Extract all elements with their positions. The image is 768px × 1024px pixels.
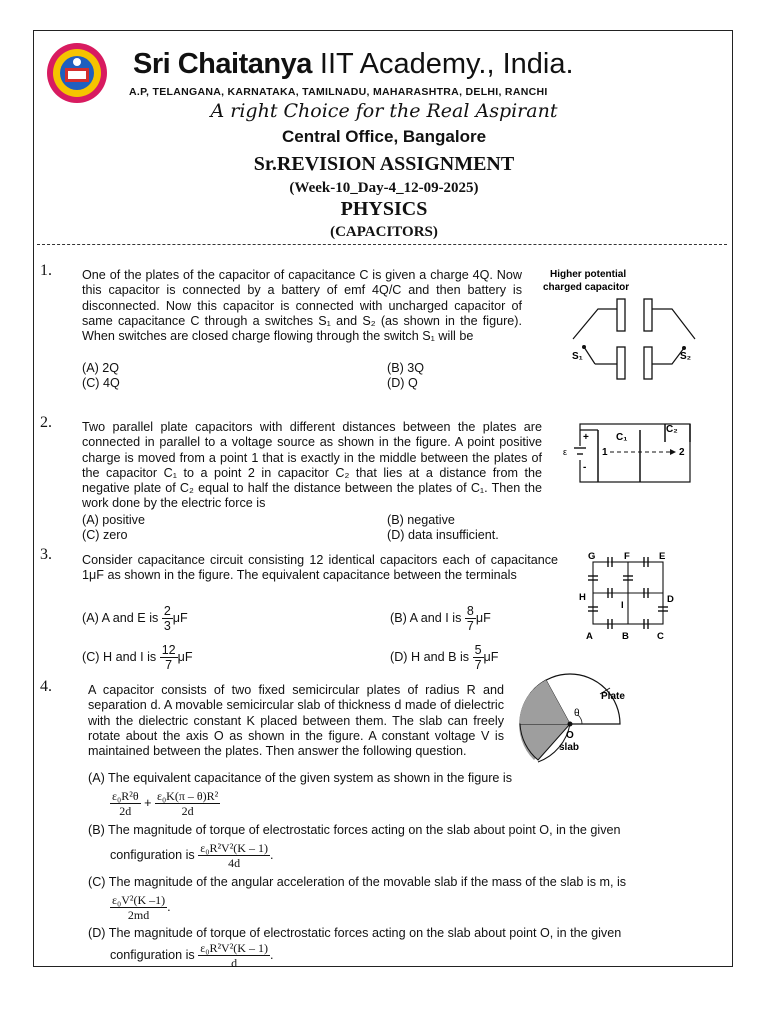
brand-rest: IIT Academy., India. xyxy=(311,48,574,80)
q4-option-d-expression xyxy=(110,941,273,970)
q3-option-a-prefix: (A) A and E is xyxy=(82,610,159,625)
q4-d-cont: configuration is xyxy=(110,947,195,962)
q3-a-unit: μF xyxy=(172,610,188,625)
question-2-number: 2. xyxy=(40,414,52,431)
q4-fig-o: O xyxy=(566,730,574,741)
q3-fig-label-e: E xyxy=(659,551,666,562)
q2-option-c: (C) zero xyxy=(82,528,128,542)
q4-fig-plate: Plate xyxy=(601,691,625,702)
q4-option-a: (A) The equivalent capacitance of the given system as shown in the figure is xyxy=(88,771,512,785)
q4-b-end: . xyxy=(269,847,274,862)
q3-fig-label-a: A xyxy=(586,631,593,642)
q3-fig-label-h: H xyxy=(579,592,586,603)
question-2-text: Two parallel plate capacitors with different distances between the plates are connected in parallel to a voltage source as shown in the figure. A point positive charge is moved from a point 1 that is exactly in the middle between the plates of the capacitor C₁ to a point 2 in capacitor C₂ that lies at a distance from the negative plate of C₂ equal to half the distance between the plates of C₁. Then the work done by the electric force is xyxy=(82,420,542,511)
topic-title: (CAPACITORS) xyxy=(330,224,438,240)
q4-d-den: d xyxy=(231,956,238,970)
q3-c-num: 12 xyxy=(161,643,176,657)
q4-d-fraction xyxy=(198,941,270,970)
q1-fig-s2: S₂ xyxy=(680,351,692,362)
q3-option-c-prefix: (C) H and I is xyxy=(82,649,157,664)
q4-a-f2-num: ε₀K(π – θ)R² xyxy=(156,789,219,803)
q3-fig-label-b: B xyxy=(622,631,629,642)
q3-fig-label-g: G xyxy=(588,551,596,562)
q1-option-c: (C) 4Q xyxy=(82,376,120,390)
q3-option-a xyxy=(82,604,188,633)
q4-a-fraction-1 xyxy=(110,789,141,818)
q1-option-b: (B) 3Q xyxy=(387,361,425,375)
q4-a-plus: + xyxy=(144,795,152,810)
q3-d-num: 5 xyxy=(474,643,482,657)
q3-fig-label-d: D xyxy=(667,594,674,605)
q4-b-cont: configuration is xyxy=(110,847,195,862)
q2-parallel-capacitors-figure xyxy=(560,418,710,488)
q4-c-den: 2md xyxy=(127,908,150,922)
q4-c-fraction xyxy=(110,893,167,922)
question-3-text: Consider capacitance circuit consisting 12 identical capacitors each of capacitance 1μF as shown in the figure. The equivalent capacitance between the terminals xyxy=(82,553,558,583)
q3-b-num: 8 xyxy=(466,604,474,618)
q3-d-den: 7 xyxy=(474,658,482,672)
q4-b-den: 4d xyxy=(228,856,241,870)
q4-c-num: ε₀V²(K –1) xyxy=(112,893,166,907)
q4-fig-theta: θ xyxy=(574,708,580,719)
q2-option-b: (B) negative xyxy=(387,513,455,527)
q4-b-num: ε₀R²V²(K – 1) xyxy=(200,841,268,855)
q1-option-a: (A) 2Q xyxy=(82,361,120,375)
q3-option-d xyxy=(390,643,499,672)
question-4-number: 4. xyxy=(40,678,52,695)
assignment-title: Sr.REVISION ASSIGNMENT xyxy=(253,153,515,175)
q3-option-b-prefix: (B) A and I is xyxy=(390,610,462,625)
q2-fig-c1: C₁ xyxy=(616,432,628,443)
q2-fig-point2: 2 xyxy=(679,447,685,458)
q3-option-c-fraction xyxy=(160,643,178,672)
states-list: A.P, TELANGANA, KARNATAKA, TAMILNADU, MAHARASHTRA, DELHI, RANCHI xyxy=(129,86,548,98)
q2-fig-c2: C₂ xyxy=(666,424,678,435)
week-label: (Week-10_Day-4_12-09-2025) xyxy=(289,180,479,196)
q4-option-c-expression xyxy=(110,893,171,922)
q4-option-b: (B) The magnitude of torque of electrostatic forces acting on the slab about point O, in the given xyxy=(88,823,621,837)
q3-option-b xyxy=(390,604,491,633)
q4-a-fraction-2 xyxy=(155,789,220,818)
q3-d-unit: μF xyxy=(483,649,499,664)
q2-option-a: (A) positive xyxy=(82,513,145,527)
office-name: Central Office, Bangalore xyxy=(281,127,487,146)
q1-capacitor-switch-figure xyxy=(540,264,710,394)
q4-option-a-expression xyxy=(110,789,220,818)
brand-bold: Sri Chaitanya xyxy=(133,48,312,80)
question-4-text: A capacitor consists of two fixed semicircular plates of radius R and separation d. A movable semicircular slab of thickness d made of dielectric with the dielectric constant K placed between them. The slab can freely rotate about the axis O as shown in the figure. A constant voltage V is maintained between the plates. Then answer the following question. xyxy=(88,683,504,759)
q4-d-end: . xyxy=(269,947,274,962)
q1-option-d: (D) Q xyxy=(387,376,418,390)
question-1-text: One of the plates of the capacitor of capacitance C is given a charge 4Q. Now this capacitor is connected by a battery of emf 4Q/C and then battery is disconnected. Now this capacitor is connected with uncharged capacitor of same capacitance C through a switches S₁ and S₂ (as shown in the figure). When switches are closed charge flowing through the switch S₁ will be xyxy=(82,268,522,344)
q2-fig-point1: 1 xyxy=(602,447,608,458)
q2-option-d: (D) data insufficient. xyxy=(387,528,499,542)
q4-a-f2-den: 2d xyxy=(181,804,194,818)
q3-option-c xyxy=(82,643,193,672)
q3-option-d-prefix: (D) H and B is xyxy=(390,649,470,664)
q3-b-unit: μF xyxy=(475,610,491,625)
q4-option-b-expression xyxy=(110,841,273,870)
q3-option-d-fraction xyxy=(473,643,484,672)
q3-b-den: 7 xyxy=(466,619,474,633)
q3-option-b-fraction xyxy=(465,604,476,633)
academy-logo-icon xyxy=(46,42,108,104)
q4-a-f1-num: ε₀R²θ xyxy=(112,789,139,803)
q4-a-f1-den: 2d xyxy=(119,804,132,818)
q3-option-a-fraction xyxy=(162,604,173,633)
q2-fig-emf: ε xyxy=(563,447,568,457)
divider xyxy=(37,244,727,245)
q1-fig-s1: S₁ xyxy=(572,351,583,362)
q4-d-num: ε₀R²V²(K – 1) xyxy=(200,941,268,955)
question-1-number: 1. xyxy=(40,262,52,279)
q3-c-den: 7 xyxy=(165,658,173,672)
q3-a-den: 3 xyxy=(163,619,171,633)
q3-fig-label-c: C xyxy=(657,631,664,642)
q3-fig-label-i: I xyxy=(621,600,624,611)
q3-c-unit: μF xyxy=(177,649,193,664)
q2-fig-minus: - xyxy=(583,462,587,473)
q4-semicircular-plate-figure xyxy=(500,670,640,760)
question-3-number: 3. xyxy=(40,546,52,563)
tagline: A right Choice for the Real Aspirant xyxy=(210,100,558,122)
subject-title: PHYSICS xyxy=(340,198,428,220)
q4-option-d: (D) The magnitude of torque of electrostatic forces acting on the slab about point O, in the given xyxy=(88,926,622,940)
q4-fig-slab: slab xyxy=(559,742,580,753)
q2-fig-plus: + xyxy=(583,432,589,443)
q4-b-fraction xyxy=(198,841,270,870)
q3-capacitor-network-figure xyxy=(578,550,688,642)
brand-title xyxy=(133,48,574,81)
q3-a-num: 2 xyxy=(163,604,171,618)
q1-fig-label-1: Higher potential xyxy=(550,269,627,280)
q4-option-c: (C) The magnitude of the angular acceleration of the movable slab if the mass of the slab is m, is xyxy=(88,875,627,889)
q4-c-end: . xyxy=(167,899,171,914)
q3-fig-label-f: F xyxy=(624,551,630,562)
q1-fig-label-2: charged capacitor xyxy=(543,282,630,293)
